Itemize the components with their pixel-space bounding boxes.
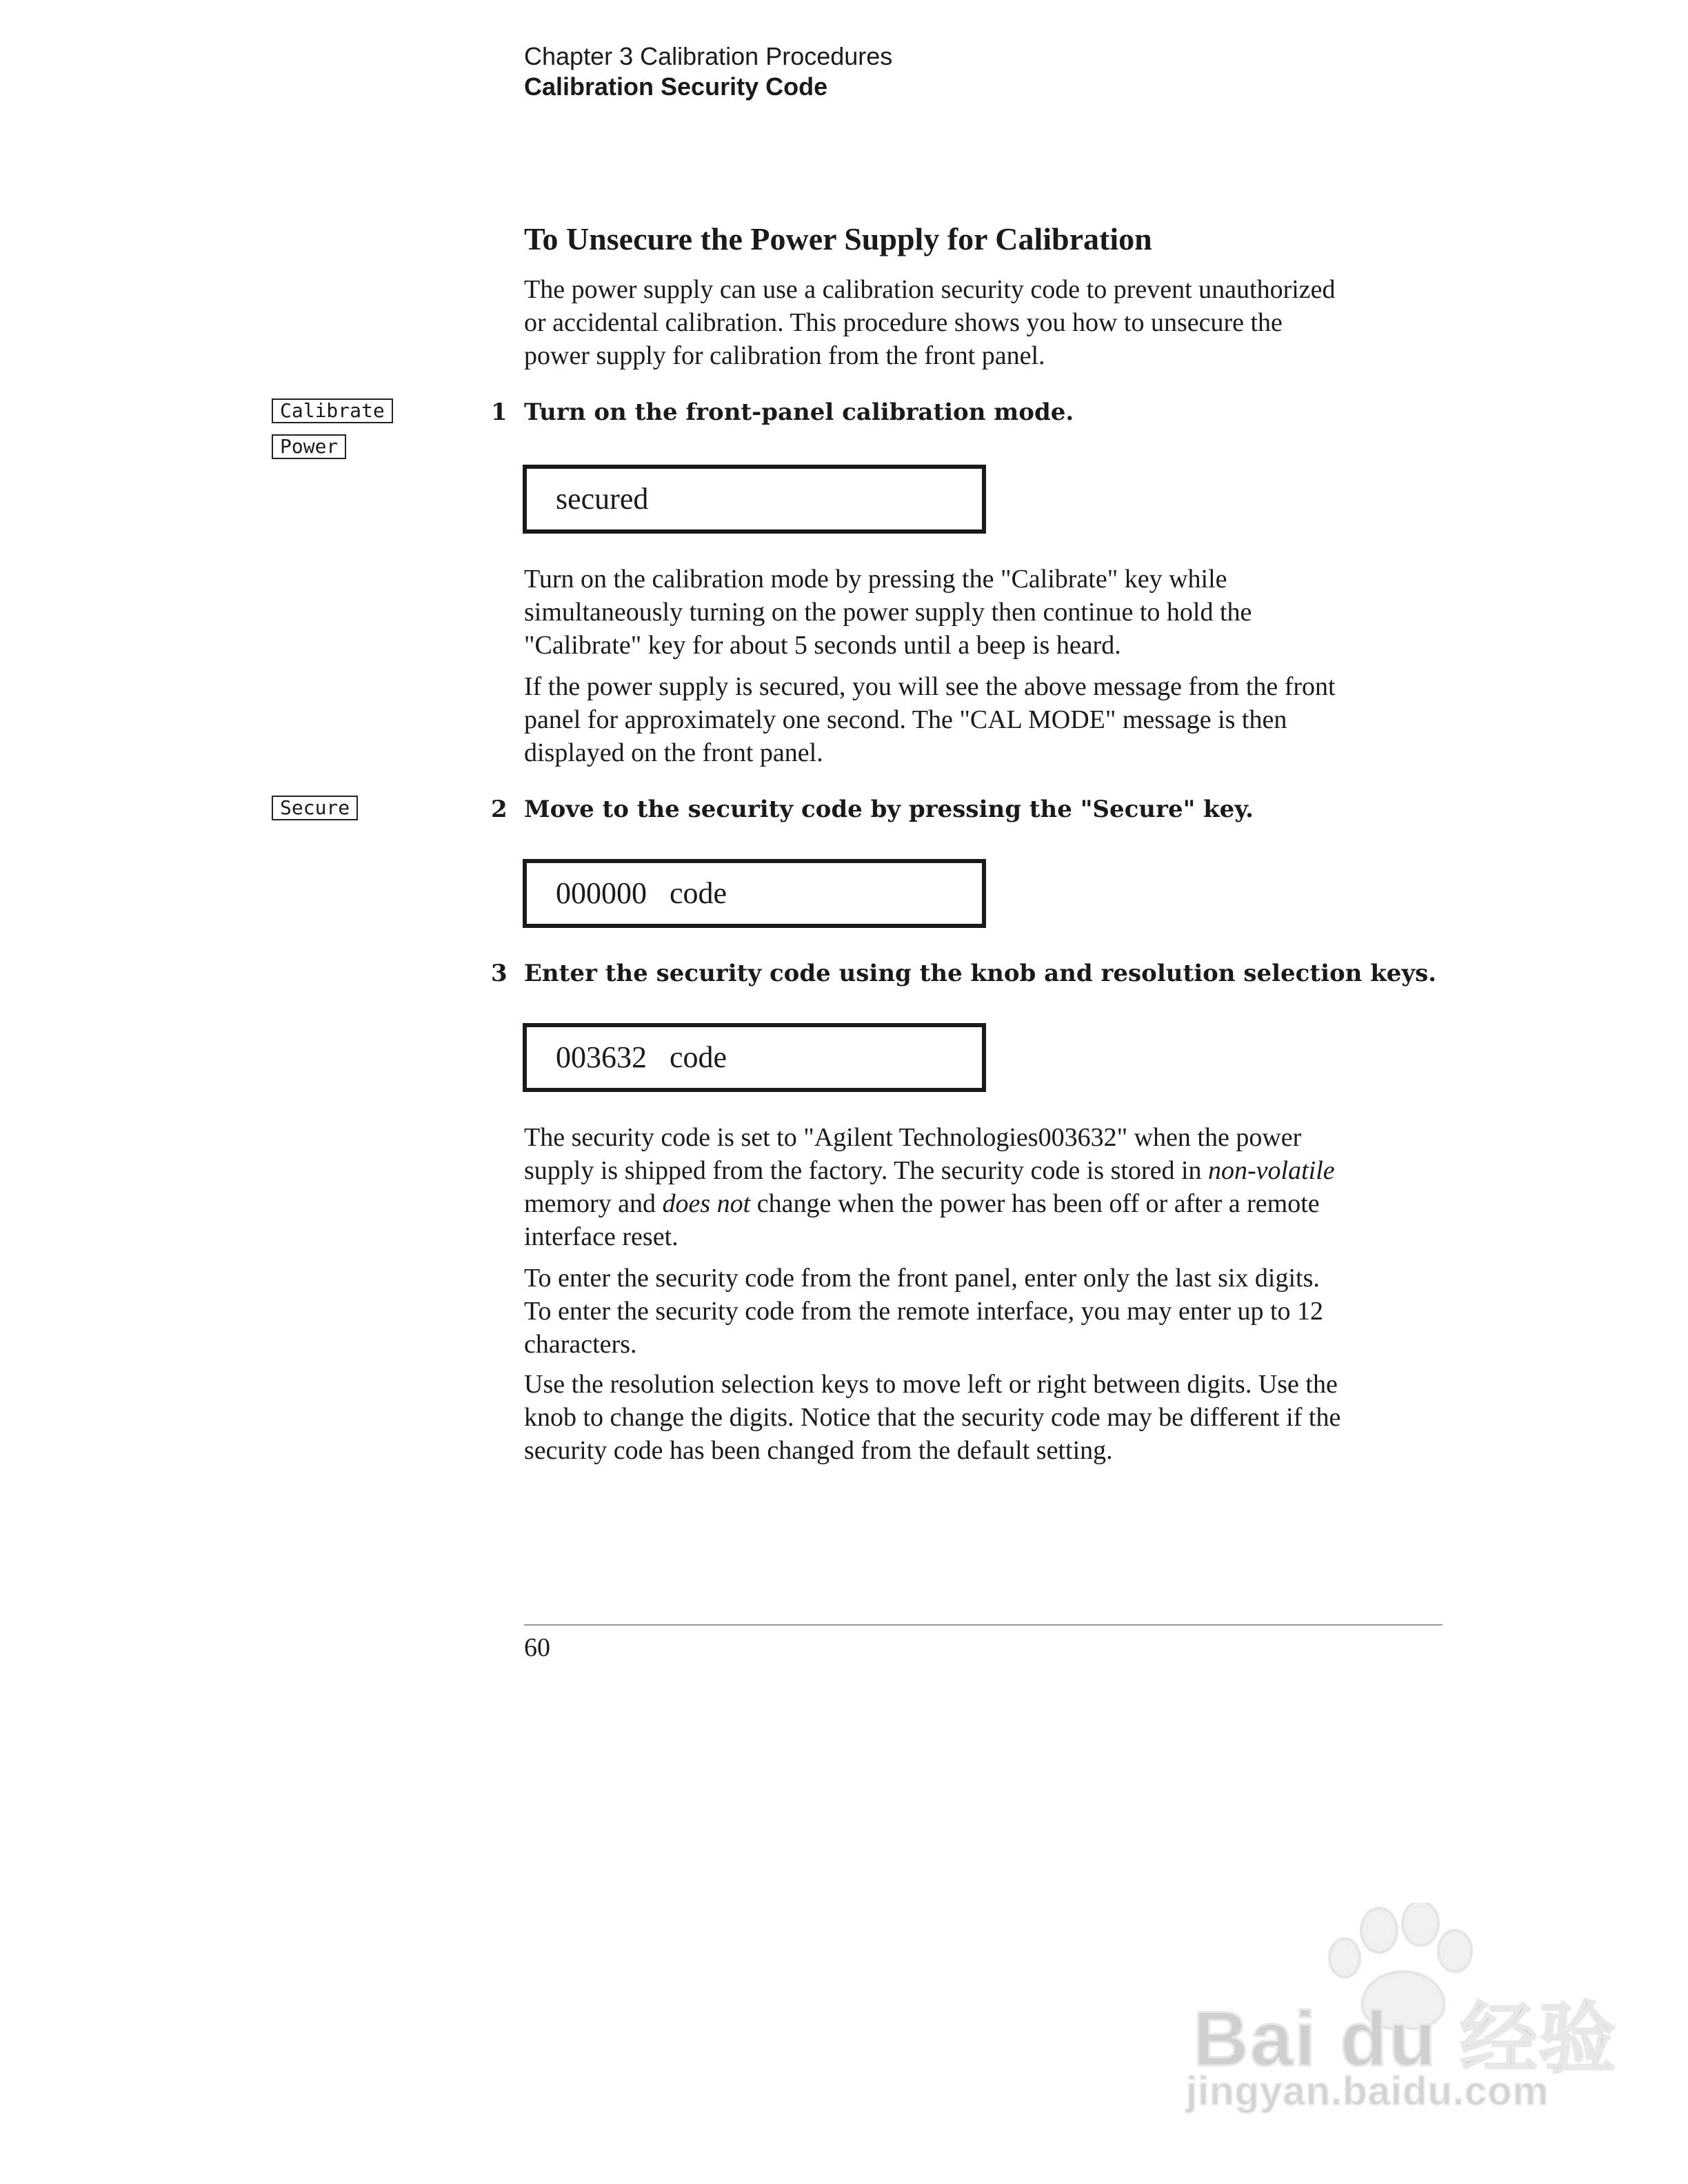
secure-key: Secure	[272, 796, 358, 820]
power-key: Power	[272, 434, 346, 459]
text-line: security code has been changed from the default setting.	[524, 1436, 1113, 1465]
chapter-header: Chapter 3 Calibration Procedures	[524, 42, 893, 70]
text-line: knob to change the digits. Notice that the security code may be different if the	[524, 1403, 1341, 1432]
step-1-number: 1	[491, 398, 508, 426]
step-1-paragraph-2	[524, 670, 1448, 769]
intro-paragraph	[524, 273, 1448, 372]
page-title: To Unsecure the Power Supply for Calibration	[524, 221, 1152, 256]
emphasis-non-volatile: non-volatile	[1208, 1156, 1335, 1185]
step-3-instruction: Enter the security code using the knob and resolution selection keys.	[524, 960, 1437, 987]
step-2-display: 000000 code	[523, 859, 986, 928]
footer-rule	[524, 1624, 1443, 1626]
text-line: panel for approximately one second. The "CAL MODE" message is then	[524, 705, 1287, 734]
text-line: interface reset.	[524, 1222, 679, 1251]
page-number: 60	[524, 1633, 550, 1662]
text-line: supply is shipped from the factory. The security code is stored in	[524, 1156, 1209, 1185]
text-line: characters.	[524, 1330, 637, 1359]
text-line: displayed on the front panel.	[524, 738, 823, 767]
step-3-paragraph-2	[524, 1262, 1448, 1361]
text-line: memory and	[524, 1189, 663, 1218]
text-line: If the power supply is secured, you will see the above message from the front	[524, 672, 1336, 701]
step-1-paragraph-1	[524, 563, 1448, 662]
step-3-paragraph-3	[524, 1368, 1448, 1467]
step-2-instruction: Move to the security code by pressing the "Secure" key.	[524, 796, 1254, 823]
text-line: power supply for calibration from the front panel.	[524, 341, 1045, 370]
text-line: simultaneously turning on the power supply then continue to hold the	[524, 598, 1252, 627]
text-line: To enter the security code from the front panel, enter only the last six digits.	[524, 1264, 1320, 1293]
step-3-display: 003632 code	[523, 1023, 986, 1092]
step-3-number: 3	[491, 960, 508, 987]
text-line: Turn on the calibration mode by pressing the "Calibrate" key while	[524, 565, 1227, 594]
text-line: or accidental calibration. This procedure shows you how to unsecure the	[524, 308, 1283, 337]
step-3-paragraph-1	[524, 1121, 1448, 1253]
text-line: "Calibrate" key for about 5 seconds until a beep is heard.	[524, 631, 1121, 660]
watermark-url: jingyan.baidu.com	[1186, 2069, 1549, 2114]
step-2-number: 2	[491, 796, 508, 823]
step-1-instruction: Turn on the front-panel calibration mode.	[524, 398, 1074, 426]
text-line: change when the power has been off or after a remote	[750, 1189, 1320, 1218]
emphasis-does-not: does not	[662, 1189, 751, 1218]
text-line: To enter the security code from the remote interface, you may enter up to 12	[524, 1297, 1324, 1326]
text-line: Use the resolution selection keys to move left or right between digits. Use the	[524, 1370, 1338, 1399]
text-line: The power supply can use a calibration security code to prevent unauthorized	[524, 275, 1336, 304]
step-1-display: secured	[523, 465, 986, 534]
text-line: The security code is set to "Agilent Technologies003632" when the power	[524, 1123, 1302, 1152]
watermark-brand: Bai du 经验	[1193, 1996, 1618, 2082]
section-header: Calibration Security Code	[524, 72, 828, 101]
calibrate-key: Calibrate	[272, 398, 393, 423]
